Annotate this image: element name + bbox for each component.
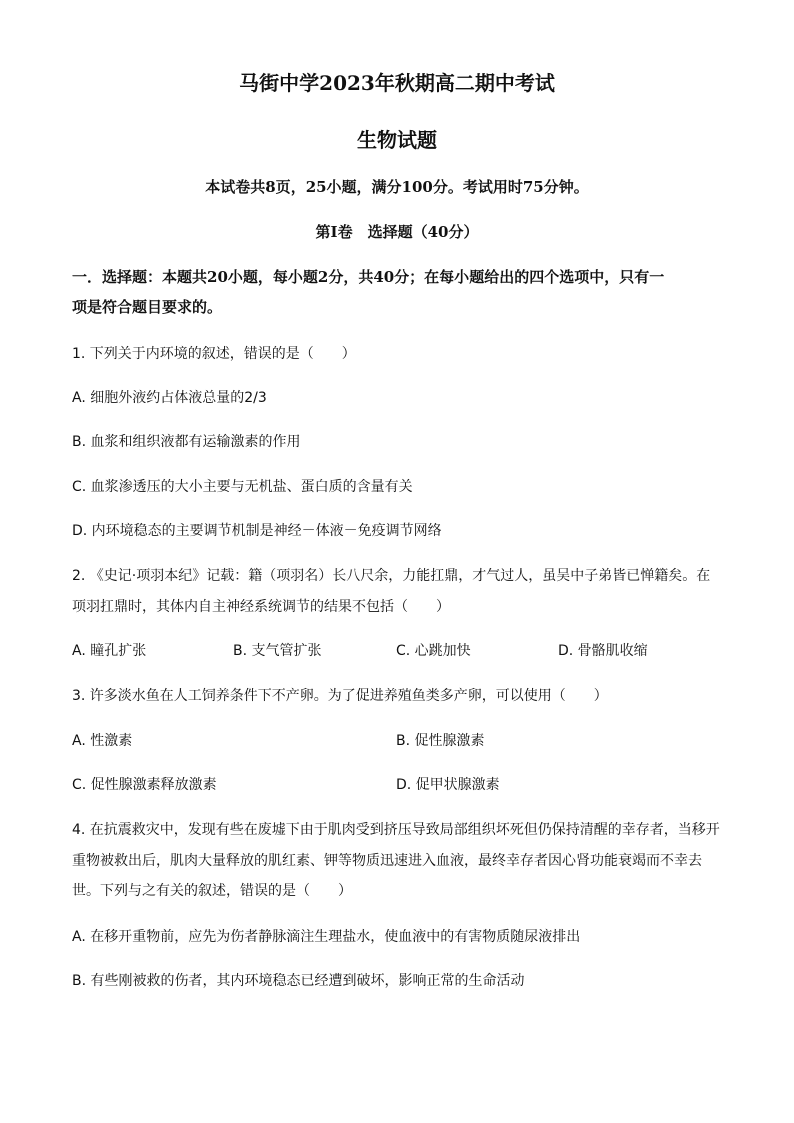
question-stem: 1. 下列关于内环境的叙述，错误的是（ ） — [72, 346, 356, 362]
section-instructions-line1: 一．选择题：本题共20小题，每小题2分，共40分；在每小题给出的四个选项中，只有一 — [72, 268, 665, 286]
question-stem: 重物被救出后，肌肉大量释放的肌红素、钾等物质迅速进入血液，最终幸存者因心肾功能衰竭而不幸去 — [72, 853, 702, 869]
option-c: C. 促性腺激素释放激素 — [72, 777, 217, 793]
question-stem: 4. 在抗震救灾中，发现有些在废墟下由于肌肉受到挤压导致局部组织坏死但仍保持清醒的幸存者，当移开 — [72, 822, 720, 838]
option-a: A. 瞳孔扩张 — [72, 643, 147, 659]
section-instructions-line2: 项是符合题目要求的。 — [72, 298, 223, 316]
exam-info: 本试卷共8页，25小题，满分100分。考试用时75分钟。 — [205, 178, 589, 196]
question-stem: 2. 《史记·项羽本纪》记载：籍（项羽名）长八尺余，力能扛鼎，才气过人，虽吴中子弟皆已惮籍矣。在 — [72, 568, 711, 584]
option-c: C. 血浆渗透压的大小主要与无机盐、蛋白质的含量有关 — [72, 479, 413, 495]
question-stem: 3. 许多淡水鱼在人工饲养条件下不产卵。为了促进养殖鱼类多产卵，可以使用（ ） — [72, 688, 608, 704]
option-b: B. 血浆和组织液都有运输激素的作用 — [72, 434, 301, 450]
question-stem: 世。下列与之有关的叙述，错误的是（ ） — [72, 883, 352, 899]
option-c: C. 心跳加快 — [396, 643, 471, 659]
question-stem: 项羽扛鼎时，其体内自主神经系统调节的结果不包括（ ） — [72, 599, 450, 615]
option-d: D. 促甲状腺激素 — [396, 777, 500, 793]
option-d: D. 骨骼肌收缩 — [558, 643, 648, 659]
school-exam-title: 马街中学2023年秋期高二期中考试 — [239, 71, 555, 95]
option-a: A. 在移开重物前，应先为伤者静脉滴注生理盐水，使血液中的有害物质随尿液排出 — [72, 929, 581, 945]
option-a: A. 性激素 — [72, 733, 133, 749]
option-d: D. 内环境稳态的主要调节机制是神经－体液－免疫调节网络 — [72, 523, 442, 539]
subject-title: 生物试题 — [357, 128, 437, 152]
option-b: B. 促性腺激素 — [396, 733, 485, 749]
option-b: B. 支气管扩张 — [233, 643, 322, 659]
part1-heading: 第Ⅰ卷 选择题（40分） — [315, 223, 479, 241]
option-b: B. 有些刚被救的伤者，其内环境稳态已经遭到破坏，影响正常的生命活动 — [72, 973, 525, 989]
option-a: A. 细胞外液约占体液总量的2/3 — [72, 390, 267, 406]
